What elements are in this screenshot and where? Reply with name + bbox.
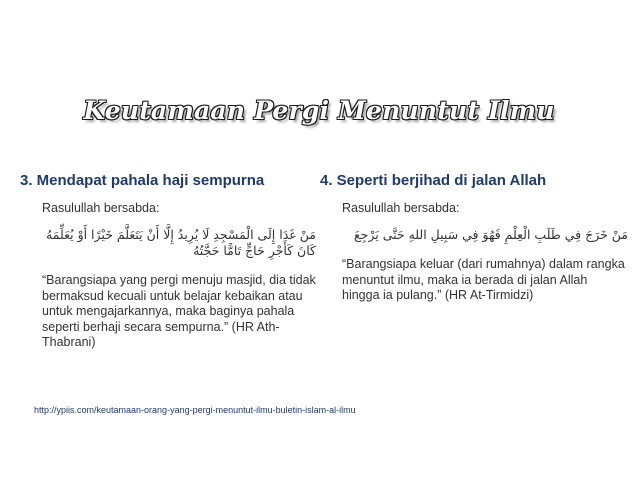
point-4-body (320, 201, 628, 304)
slide-title: Keutamaan Pergi Menuntut Ilmu (83, 96, 555, 125)
point-3-translation: “Barangsiapa yang pergi menuju masjid, dia tidak bermaksud kecuali untuk belajar kebaikan atau untuk mengajarkannya, maka baginya pahala seperti berhaji secara sempurna.” (HR Ath-Thabrani) (42, 273, 316, 349)
point-3-lead: Rasulullah bersabda: (42, 201, 160, 215)
point-3-body (20, 201, 316, 351)
point-3-arabic-hadith: مَنْ غَدَا إِلَى الْمَسْجِدِ لَا يُرِيدُ إِلَّا أَنْ يَتَعَلَّمَ خَيْرًا أَوْ يُعَلِّمَهُ كَانَ كَأَجْرِ حَاجٍّ تَامًّا حَجَّتُهُ (46, 227, 316, 258)
point-4-heading: 4. Seperti berjihad di jalan Allah (320, 172, 547, 189)
point-3-heading: 3. Mendapat pahala haji sempurna (20, 172, 265, 189)
point-4-section (320, 172, 628, 304)
point-4-arabic-hadith: مَنْ خَرَجَ فِي طَلَبِ الْعِلْمِ فَهُوَ فِي سَبِيلِ اللهِ حَتَّى يَرْجِعَ (353, 227, 628, 242)
source-link[interactable]: http://ypiis.com/keutamaan-orang-yang-pergi-menuntut-ilmu-buletin-islam-al-ilmu (34, 405, 356, 415)
point-4-translation: “Barangsiapa keluar (dari rumahnya) dalam rangka menuntut ilmu, maka ia berada di jalan Allah hingga ia pulang.” (HR At-Tirmidzi) (342, 257, 625, 302)
point-4-lead: Rasulullah bersabda: (342, 201, 460, 215)
point-3-section (20, 172, 316, 351)
